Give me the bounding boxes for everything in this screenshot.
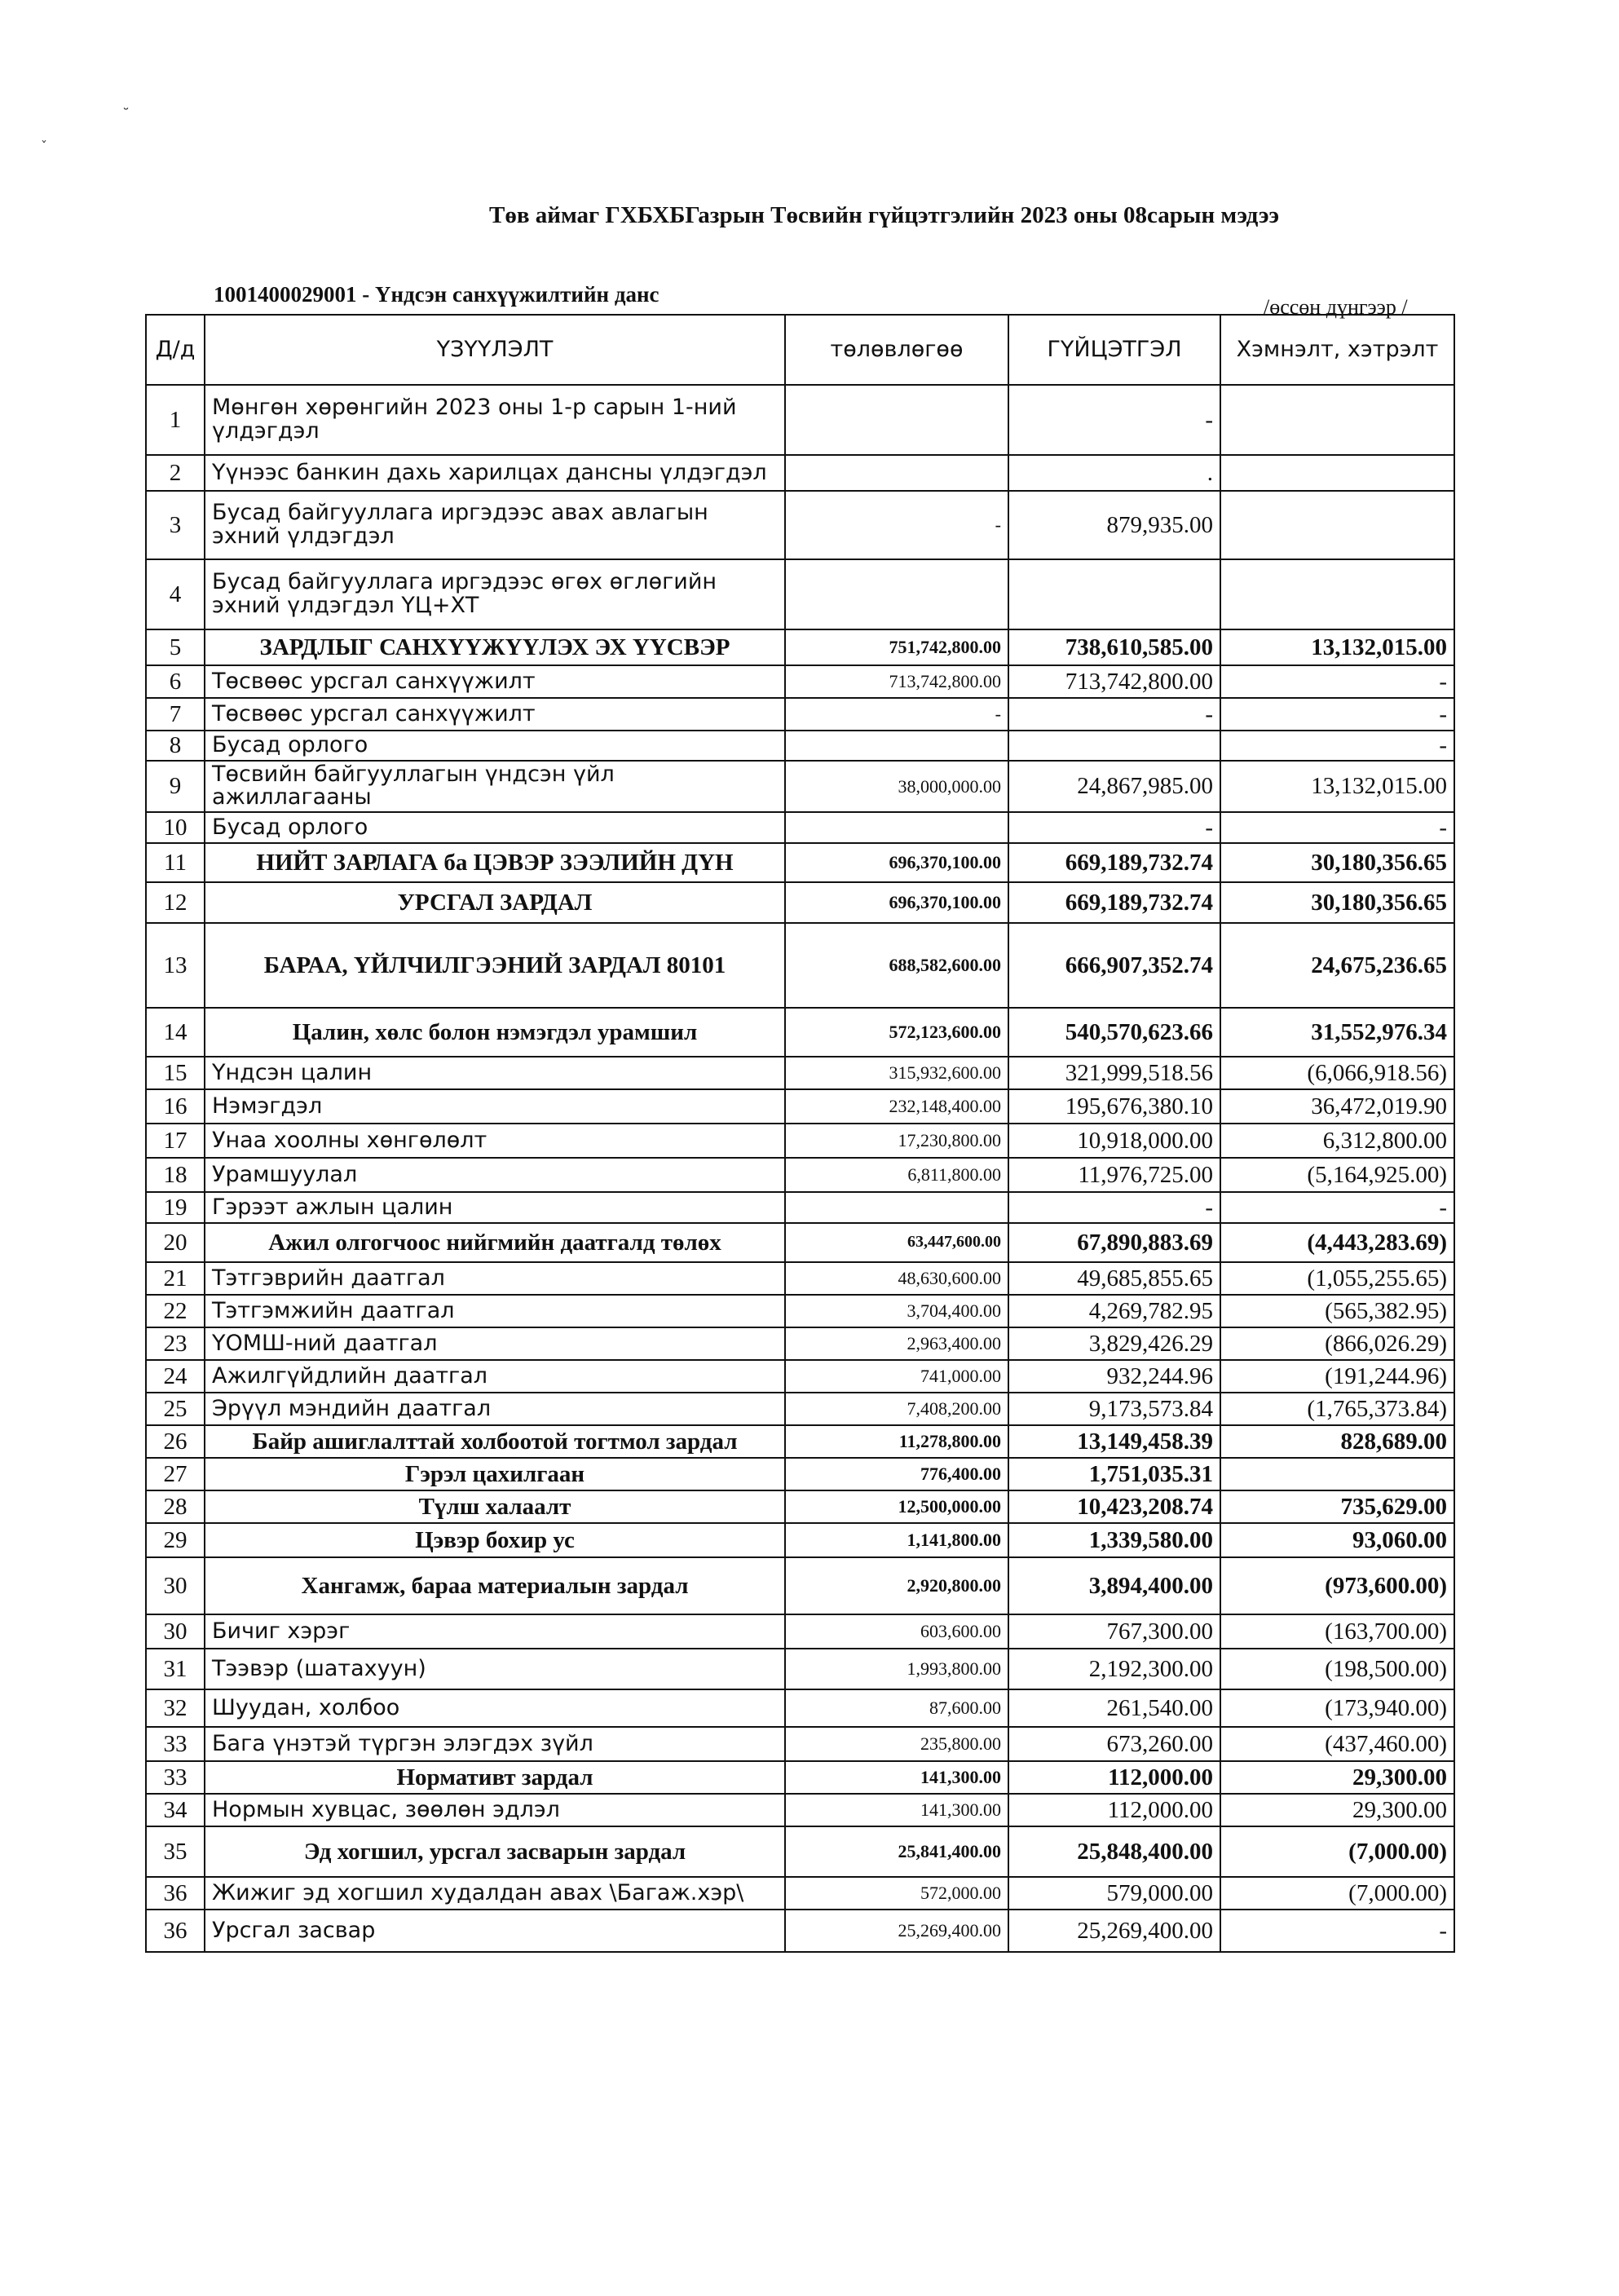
row-plan-value: 688,582,600.00 — [785, 923, 1008, 1008]
row-plan-value: 87,600.00 — [785, 1689, 1008, 1727]
row-execution-value: 767,300.00 — [1008, 1614, 1220, 1649]
row-plan-value: 1,141,800.00 — [785, 1523, 1008, 1557]
row-number: 18 — [146, 1158, 205, 1192]
table-row — [146, 1425, 1454, 1458]
row-number: 16 — [146, 1089, 205, 1124]
row-plan-value: 17,230,800.00 — [785, 1124, 1008, 1158]
row-difference-value: - — [1220, 665, 1454, 698]
row-indicator: УРСГАЛ ЗАРДАЛ — [205, 882, 785, 923]
row-number: 32 — [146, 1689, 205, 1727]
row-execution-value: 1,751,035.31 — [1008, 1458, 1220, 1490]
row-indicator: Тэтгэврийн даатгал — [205, 1262, 785, 1295]
table-row — [146, 1124, 1454, 1158]
row-execution-value: 3,829,426.29 — [1008, 1327, 1220, 1360]
row-plan-value: 6,811,800.00 — [785, 1158, 1008, 1192]
row-difference-value: 31,552,976.34 — [1220, 1008, 1454, 1057]
row-number: 11 — [146, 843, 205, 882]
header-difference: Хэмнэлт, хэтрэлт — [1220, 315, 1454, 385]
row-execution-value: 540,570,623.66 — [1008, 1008, 1220, 1057]
row-indicator: Шуудан, холбоо — [205, 1689, 785, 1727]
row-execution-value: 10,918,000.00 — [1008, 1124, 1220, 1158]
table-row — [146, 1360, 1454, 1393]
row-execution-value: 13,149,458.39 — [1008, 1425, 1220, 1458]
row-difference-value: (198,500.00) — [1220, 1649, 1454, 1689]
row-plan-value: 141,300.00 — [785, 1761, 1008, 1794]
table-row — [146, 1877, 1454, 1910]
header-indicator: ҮЗҮҮЛЭЛТ — [205, 315, 785, 385]
row-indicator: Бичиг хэрэг — [205, 1614, 785, 1649]
row-number: 31 — [146, 1649, 205, 1689]
row-indicator: Бусад байгууллага иргэдээс өгөх өглөгийн эхний үлдэгдэл ҮЦ+ХТ — [205, 559, 785, 629]
row-number: 17 — [146, 1124, 205, 1158]
row-difference-value: 93,060.00 — [1220, 1523, 1454, 1557]
row-execution-value: 713,742,800.00 — [1008, 665, 1220, 698]
table-row — [146, 1490, 1454, 1523]
row-execution-value — [1008, 559, 1220, 629]
row-indicator: Ажил олгогчоос нийгмийн даатгалд төлөх — [205, 1223, 785, 1262]
row-execution-value: 673,260.00 — [1008, 1727, 1220, 1761]
row-difference-value: (6,066,918.56) — [1220, 1057, 1454, 1089]
row-difference-value — [1220, 491, 1454, 559]
table-row — [146, 923, 1454, 1008]
table-row — [146, 1295, 1454, 1327]
row-plan-value: 141,300.00 — [785, 1794, 1008, 1826]
row-execution-value: 25,848,400.00 — [1008, 1826, 1220, 1877]
row-number: 21 — [146, 1262, 205, 1295]
row-number: 19 — [146, 1192, 205, 1223]
table-row — [146, 1223, 1454, 1262]
row-indicator: Төсвөөс урсгал санхүүжилт — [205, 698, 785, 731]
row-execution-value: 3,894,400.00 — [1008, 1557, 1220, 1614]
row-execution-value: 9,173,573.84 — [1008, 1393, 1220, 1425]
row-difference-value: (565,382.95) — [1220, 1295, 1454, 1327]
row-difference-value: 13,132,015.00 — [1220, 629, 1454, 665]
row-plan-value — [785, 559, 1008, 629]
row-plan-value: 63,447,600.00 — [785, 1223, 1008, 1262]
row-difference-value: (7,000.00) — [1220, 1877, 1454, 1910]
row-indicator: Бага үнэтэй түргэн элэгдэх зүйл — [205, 1727, 785, 1761]
row-number: 35 — [146, 1826, 205, 1877]
row-plan-value: 741,000.00 — [785, 1360, 1008, 1393]
row-execution-value: 4,269,782.95 — [1008, 1295, 1220, 1327]
budget-table — [145, 314, 1455, 1953]
row-indicator: Бусад орлого — [205, 812, 785, 843]
scan-mark: ˇ — [41, 139, 47, 154]
row-execution-value: - — [1008, 1192, 1220, 1223]
row-number: 26 — [146, 1425, 205, 1458]
row-difference-value: (1,055,255.65) — [1220, 1262, 1454, 1295]
row-difference-value: - — [1220, 1192, 1454, 1223]
row-plan-value: 572,000.00 — [785, 1877, 1008, 1910]
table-row — [146, 843, 1454, 882]
row-indicator: Ажилгүйдлийн даатгал — [205, 1360, 785, 1393]
row-indicator: ЗАРДЛЫГ САНХҮҮЖҮҮЛЭХ ЭХ ҮҮСВЭР — [205, 629, 785, 665]
row-number: 30 — [146, 1557, 205, 1614]
table-row — [146, 665, 1454, 698]
row-execution-value: 67,890,883.69 — [1008, 1223, 1220, 1262]
row-plan-value: 603,600.00 — [785, 1614, 1008, 1649]
row-difference-value — [1220, 385, 1454, 455]
row-execution-value: 932,244.96 — [1008, 1360, 1220, 1393]
table-row — [146, 1910, 1454, 1952]
row-plan-value: 25,841,400.00 — [785, 1826, 1008, 1877]
table-row — [146, 1393, 1454, 1425]
row-execution-value: 112,000.00 — [1008, 1761, 1220, 1794]
row-indicator: Үндсэн цалин — [205, 1057, 785, 1089]
row-indicator: Түлш халаалт — [205, 1490, 785, 1523]
row-indicator: Гэрэл цахилгаан — [205, 1458, 785, 1490]
row-difference-value — [1220, 559, 1454, 629]
table-row — [146, 1192, 1454, 1223]
row-execution-value: 669,189,732.74 — [1008, 882, 1220, 923]
row-difference-value: (5,164,925.00) — [1220, 1158, 1454, 1192]
row-difference-value: 13,132,015.00 — [1220, 761, 1454, 812]
row-difference-value: (973,600.00) — [1220, 1557, 1454, 1614]
row-number: 12 — [146, 882, 205, 923]
row-plan-value: 3,704,400.00 — [785, 1295, 1008, 1327]
row-indicator: Цалин, хөлс болон нэмэгдэл урамшил — [205, 1008, 785, 1057]
row-number: 36 — [146, 1910, 205, 1952]
table-row — [146, 1008, 1454, 1057]
row-execution-value: 579,000.00 — [1008, 1877, 1220, 1910]
row-number: 27 — [146, 1458, 205, 1490]
row-plan-value: 25,269,400.00 — [785, 1910, 1008, 1952]
table-row — [146, 1557, 1454, 1614]
row-plan-value: 696,370,100.00 — [785, 882, 1008, 923]
scan-mark: ˘ — [122, 106, 130, 123]
row-execution-value: 49,685,855.65 — [1008, 1262, 1220, 1295]
row-difference-value — [1220, 455, 1454, 491]
row-number: 33 — [146, 1761, 205, 1794]
row-indicator: Гэрээт ажлын цалин — [205, 1192, 785, 1223]
unit-note: /өссөн дүнгээр / — [1264, 295, 1408, 319]
row-number: 1 — [146, 385, 205, 455]
table-row — [146, 1089, 1454, 1124]
table-header-row — [146, 315, 1454, 385]
table-row — [146, 698, 1454, 731]
table-row — [146, 1158, 1454, 1192]
row-plan-value: 2,920,800.00 — [785, 1557, 1008, 1614]
row-number: 15 — [146, 1057, 205, 1089]
row-execution-value: - — [1008, 698, 1220, 731]
row-execution-value: 112,000.00 — [1008, 1794, 1220, 1826]
row-number: 28 — [146, 1490, 205, 1523]
table-row — [146, 1614, 1454, 1649]
row-difference-value: 30,180,356.65 — [1220, 882, 1454, 923]
row-plan-value — [785, 812, 1008, 843]
row-indicator: Байр ашиглалттай холбоотой тогтмол зардал — [205, 1425, 785, 1458]
row-execution-value — [1008, 731, 1220, 761]
row-difference-value: 24,675,236.65 — [1220, 923, 1454, 1008]
table-row — [146, 1761, 1454, 1794]
row-indicator: Нормативт зардал — [205, 1761, 785, 1794]
row-difference-value: 6,312,800.00 — [1220, 1124, 1454, 1158]
table-row — [146, 882, 1454, 923]
row-plan-value: - — [785, 491, 1008, 559]
row-execution-value: 738,610,585.00 — [1008, 629, 1220, 665]
row-execution-value: 195,676,380.10 — [1008, 1089, 1220, 1124]
row-indicator: Мөнгөн хөрөнгийн 2023 оны 1-р сарын 1-ний үлдэгдэл — [205, 385, 785, 455]
row-difference-value: - — [1220, 698, 1454, 731]
row-number: 3 — [146, 491, 205, 559]
table-row — [146, 1057, 1454, 1089]
table-row — [146, 731, 1454, 761]
account-label: 1001400029001 - Үндсэн санхүүжилтийн данс — [214, 282, 660, 307]
row-difference-value: 36,472,019.90 — [1220, 1089, 1454, 1124]
row-indicator: Урсгал засвар — [205, 1910, 785, 1952]
row-difference-value: 828,689.00 — [1220, 1425, 1454, 1458]
row-indicator: Төсвөөс урсгал санхүүжилт — [205, 665, 785, 698]
row-number: 9 — [146, 761, 205, 812]
row-number: 24 — [146, 1360, 205, 1393]
row-number: 30 — [146, 1614, 205, 1649]
table-row — [146, 812, 1454, 843]
row-difference-value: (173,940.00) — [1220, 1689, 1454, 1727]
row-plan-value: 48,630,600.00 — [785, 1262, 1008, 1295]
row-number: 29 — [146, 1523, 205, 1557]
row-difference-value: (437,460.00) — [1220, 1727, 1454, 1761]
row-plan-value: 232,148,400.00 — [785, 1089, 1008, 1124]
page-title: Төв аймаг ГХБХБГазрын Төсвийн гүйцэтгэлийн 2023 оны 08сарын мэдээ — [489, 202, 1280, 228]
row-indicator: Унаа хоолны хөнгөлөлт — [205, 1124, 785, 1158]
row-indicator: Жижиг эд хогшил худалдан авах \Багаж.хэр\ — [205, 1877, 785, 1910]
row-number: 23 — [146, 1327, 205, 1360]
row-indicator: Бусад байгууллага иргэдээс авах авлагын эхний үлдэгдэл — [205, 491, 785, 559]
row-difference-value: (4,443,283.69) — [1220, 1223, 1454, 1262]
table-row — [146, 1649, 1454, 1689]
row-number: 6 — [146, 665, 205, 698]
row-plan-value: 38,000,000.00 — [785, 761, 1008, 812]
row-number: 20 — [146, 1223, 205, 1262]
table-row — [146, 1327, 1454, 1360]
row-number: 10 — [146, 812, 205, 843]
row-indicator: Нэмэгдэл — [205, 1089, 785, 1124]
row-execution-value: 879,935.00 — [1008, 491, 1220, 559]
row-execution-value: - — [1008, 812, 1220, 843]
row-plan-value — [785, 455, 1008, 491]
row-plan-value — [785, 385, 1008, 455]
row-number: 33 — [146, 1727, 205, 1761]
header-plan: төлөвлөгөө — [785, 315, 1008, 385]
row-difference-value: (163,700.00) — [1220, 1614, 1454, 1649]
row-execution-value: 24,867,985.00 — [1008, 761, 1220, 812]
row-indicator: НИЙТ ЗАРЛАГА ба ЦЭВЭР ЗЭЭЛИЙН ДҮН — [205, 843, 785, 882]
row-plan-value: 11,278,800.00 — [785, 1425, 1008, 1458]
row-execution-value: 11,976,725.00 — [1008, 1158, 1220, 1192]
row-indicator: Нормын хувцас, зөөлөн эдлэл — [205, 1794, 785, 1826]
row-execution-value: 261,540.00 — [1008, 1689, 1220, 1727]
table-body — [146, 385, 1454, 1952]
table-row — [146, 385, 1454, 455]
row-plan-value: 315,932,600.00 — [785, 1057, 1008, 1089]
row-indicator: Тээвэр (шатахуун) — [205, 1649, 785, 1689]
row-difference-value: (1,765,373.84) — [1220, 1393, 1454, 1425]
row-number: 4 — [146, 559, 205, 629]
header-no: Д/д — [146, 315, 205, 385]
row-plan-value: 696,370,100.00 — [785, 843, 1008, 882]
row-plan-value: 12,500,000.00 — [785, 1490, 1008, 1523]
table-row — [146, 559, 1454, 629]
row-plan-value: - — [785, 698, 1008, 731]
row-execution-value: 10,423,208.74 — [1008, 1490, 1220, 1523]
row-indicator: Төсвийн байгууллагын үндсэн үйл ажиллагааны — [205, 761, 785, 812]
row-indicator: Бусад орлого — [205, 731, 785, 761]
header-execution: ГҮЙЦЭТГЭЛ — [1008, 315, 1220, 385]
row-number: 34 — [146, 1794, 205, 1826]
row-execution-value: 321,999,518.56 — [1008, 1057, 1220, 1089]
row-execution-value: . — [1008, 455, 1220, 491]
row-number: 2 — [146, 455, 205, 491]
table-row — [146, 1689, 1454, 1727]
row-plan-value: 235,800.00 — [785, 1727, 1008, 1761]
row-indicator: Урамшуулал — [205, 1158, 785, 1192]
row-difference-value: 30,180,356.65 — [1220, 843, 1454, 882]
row-indicator: ҮОМШ-ний даатгал — [205, 1327, 785, 1360]
row-indicator: Эрүүл мэндийн даатгал — [205, 1393, 785, 1425]
row-execution-value: 2,192,300.00 — [1008, 1649, 1220, 1689]
row-indicator: Цэвэр бохир ус — [205, 1523, 785, 1557]
table-row — [146, 1262, 1454, 1295]
row-indicator: Хангамж, бараа материалын зардал — [205, 1557, 785, 1614]
table-row — [146, 1826, 1454, 1877]
row-indicator: Тэтгэмжийн даатгал — [205, 1295, 785, 1327]
row-plan-value: 572,123,600.00 — [785, 1008, 1008, 1057]
row-execution-value: - — [1008, 385, 1220, 455]
row-execution-value: 666,907,352.74 — [1008, 923, 1220, 1008]
row-number: 36 — [146, 1877, 205, 1910]
row-indicator: Эд хогшил, урсгал засварын зардал — [205, 1826, 785, 1877]
row-indicator: БАРАА, ҮЙЛЧИЛГЭЭНИЙ ЗАРДАЛ 80101 — [205, 923, 785, 1008]
table-row — [146, 491, 1454, 559]
row-number: 7 — [146, 698, 205, 731]
table-row — [146, 1794, 1454, 1826]
row-number: 22 — [146, 1295, 205, 1327]
row-difference-value: (866,026.29) — [1220, 1327, 1454, 1360]
row-plan-value: 776,400.00 — [785, 1458, 1008, 1490]
row-difference-value: (191,244.96) — [1220, 1360, 1454, 1393]
row-plan-value: 713,742,800.00 — [785, 665, 1008, 698]
table-row — [146, 1523, 1454, 1557]
row-difference-value: - — [1220, 812, 1454, 843]
row-difference-value: - — [1220, 1910, 1454, 1952]
table-row — [146, 629, 1454, 665]
row-difference-value: (7,000.00) — [1220, 1826, 1454, 1877]
row-number: 5 — [146, 629, 205, 665]
row-plan-value: 751,742,800.00 — [785, 629, 1008, 665]
row-indicator: Үүнээс банкин дахь харилцах дансны үлдэгдэл — [205, 455, 785, 491]
row-execution-value: 669,189,732.74 — [1008, 843, 1220, 882]
row-plan-value — [785, 1192, 1008, 1223]
row-difference-value: 29,300.00 — [1220, 1761, 1454, 1794]
row-plan-value — [785, 731, 1008, 761]
row-execution-value: 25,269,400.00 — [1008, 1910, 1220, 1952]
table-row — [146, 1727, 1454, 1761]
row-number: 25 — [146, 1393, 205, 1425]
row-difference-value: - — [1220, 731, 1454, 761]
row-difference-value: 29,300.00 — [1220, 1794, 1454, 1826]
row-number: 8 — [146, 731, 205, 761]
row-difference-value — [1220, 1458, 1454, 1490]
table-row — [146, 455, 1454, 491]
row-plan-value: 7,408,200.00 — [785, 1393, 1008, 1425]
row-number: 14 — [146, 1008, 205, 1057]
table-row — [146, 1458, 1454, 1490]
row-number: 13 — [146, 923, 205, 1008]
row-execution-value: 1,339,580.00 — [1008, 1523, 1220, 1557]
row-difference-value: 735,629.00 — [1220, 1490, 1454, 1523]
row-plan-value: 2,963,400.00 — [785, 1327, 1008, 1360]
row-plan-value: 1,993,800.00 — [785, 1649, 1008, 1689]
table-row — [146, 761, 1454, 812]
